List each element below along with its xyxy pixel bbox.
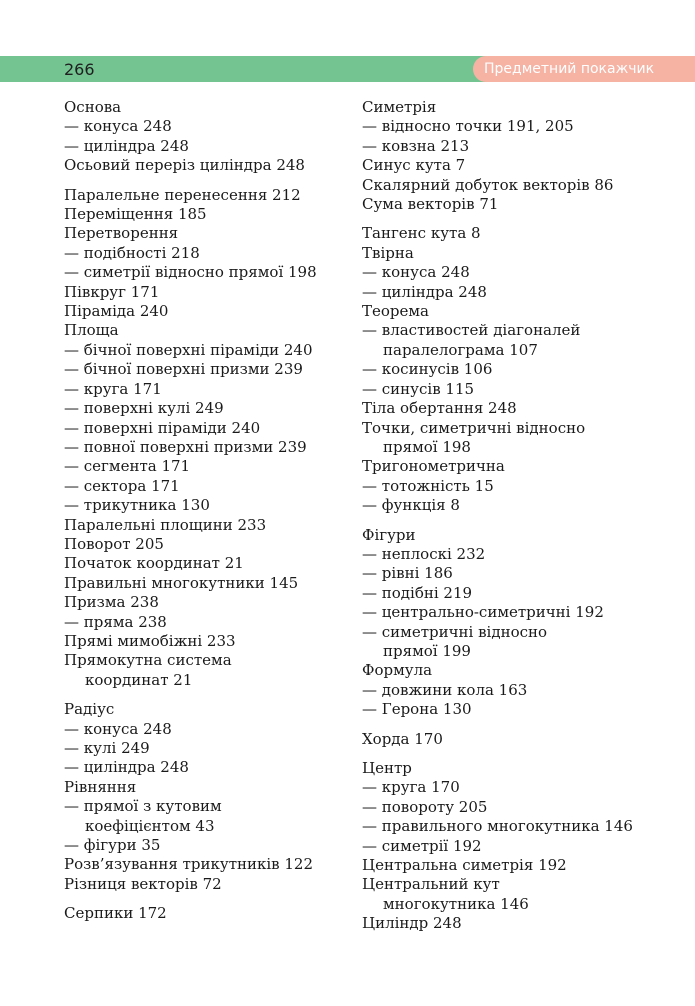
- page-number: 266: [64, 60, 95, 79]
- index-entry: — поверхні піраміди 240: [64, 418, 261, 437]
- index-entry: паралелограма 107: [383, 340, 538, 359]
- index-entry: Теорема: [362, 302, 430, 321]
- index-group: [362, 224, 662, 515]
- index-entry: — подібності 218: [64, 243, 200, 262]
- section-title: Предметний покажчик: [473, 56, 695, 82]
- index-entry: — ковзна 213: [362, 136, 470, 155]
- index-entry: Паралельне перенесення 212: [64, 185, 301, 204]
- index-entry: — симетрії 192: [362, 836, 482, 855]
- index-entry: Центр: [362, 759, 412, 777]
- index-entry: Точки, симетричні відносно: [362, 418, 586, 437]
- index-entry: координат 21: [85, 670, 193, 689]
- index-entry: — повороту 205: [362, 797, 488, 816]
- index-entry: — циліндра 248: [64, 758, 189, 777]
- index-entry: — подібні 219: [362, 583, 473, 602]
- index-entry: Центральна симетрія 192: [362, 856, 567, 875]
- index-entry: — циліндра 248: [362, 282, 487, 301]
- index-entry: Прямокутна система: [64, 651, 232, 670]
- index-group: [64, 186, 349, 691]
- index-entry: Твірна: [362, 243, 414, 262]
- index-entry: Скалярний добуток векторів 86: [362, 175, 614, 194]
- index-column-left: [64, 98, 349, 934]
- index-entry: Різниця векторів 72: [64, 874, 222, 893]
- index-entry: — круга 171: [64, 379, 162, 398]
- index-entry: — бічної поверхні призми 239: [64, 360, 303, 379]
- index-entry: Площа: [64, 321, 119, 340]
- index-entry: — фігури 35: [64, 836, 161, 855]
- index-entry: — довжини кола 163: [362, 680, 528, 699]
- index-entry: — властивостей діагоналей: [362, 321, 581, 340]
- index-entry: — Герона 130: [362, 700, 472, 719]
- index-entry: — сегмента 171: [64, 457, 191, 476]
- index-entry: Переміщення 185: [64, 205, 207, 224]
- index-entry: Центральний кут: [362, 875, 500, 894]
- index-entry: — косинусів 106: [362, 360, 493, 379]
- index-entry: Тригонометрична: [362, 457, 505, 476]
- index-entry: Піраміда 240: [64, 302, 169, 321]
- index-entry: — неплоскі 232: [362, 544, 486, 563]
- index-entry: — правильного многокутника 146: [362, 817, 633, 836]
- index-entry: — повної поверхні призми 239: [64, 437, 307, 456]
- index-entry: — симетрії відносно прямої 198: [64, 263, 317, 282]
- index-entry: — циліндра 248: [64, 136, 189, 155]
- index-entry: Хорда 170: [362, 729, 443, 748]
- index-entry: прямої 199: [383, 641, 471, 660]
- index-entry: — сектора 171: [64, 476, 180, 495]
- index-group: [362, 730, 662, 749]
- index-entry: — синусів 115: [362, 379, 475, 398]
- index-entry: Розв’язування трикутників 122: [64, 855, 314, 874]
- index-entry: Призма 238: [64, 593, 159, 612]
- index-entry: коефіцієнтом 43: [85, 816, 215, 835]
- index-group: [362, 526, 662, 720]
- index-entry: — симетричні відносно: [362, 622, 548, 641]
- index-entry: — функція 8: [362, 496, 460, 515]
- index-entry: — конуса 248: [362, 263, 470, 282]
- index-entry: Серпики 172: [64, 904, 167, 923]
- index-entry: — круга 170: [362, 778, 460, 797]
- index-entry: Симетрія: [362, 98, 437, 116]
- index-entry: Фігури: [362, 525, 416, 544]
- index-entry: Тангенс кута 8: [362, 224, 481, 243]
- index-entry: Правильні многокутники 145: [64, 573, 299, 592]
- index-entry: Прямі мимобіжні 233: [64, 631, 236, 650]
- index-entry: — кулі 249: [64, 739, 150, 757]
- index-entry: Рівняння: [64, 777, 137, 796]
- index-group: [64, 904, 349, 923]
- index-entry: — конуса 248: [64, 719, 172, 738]
- index-entry: Перетворення: [64, 224, 179, 243]
- index-entry: Півкруг 171: [64, 282, 160, 301]
- index-entry: Радіус: [64, 700, 115, 719]
- index-entry: Основа: [64, 98, 122, 116]
- index-group: [362, 759, 662, 934]
- index-entry: многокутника 146: [383, 894, 529, 913]
- index-group: [362, 98, 662, 214]
- index-entry: — прямої з кутовим: [64, 797, 222, 816]
- index-entry: — центрально-симетричні 192: [362, 603, 604, 622]
- index-entry: — пряма 238: [64, 612, 167, 631]
- index-entry: — відносно точки 191, 205: [362, 117, 574, 136]
- index-entry: — тотожність 15: [362, 476, 494, 495]
- index-entry: Формула: [362, 661, 433, 680]
- index-entry: — поверхні кулі 249: [64, 399, 224, 418]
- index-entry: Синус кута 7: [362, 156, 466, 175]
- index-entry: — бічної поверхні піраміди 240: [64, 340, 313, 359]
- index-entry: Паралельні площини 233: [64, 515, 267, 534]
- index-group: [64, 700, 349, 894]
- index-entry: — конуса 248: [64, 117, 172, 136]
- index-entry: — трикутника 130: [64, 496, 210, 515]
- index-entry: Тіла обертання 248: [362, 399, 517, 418]
- index-entry: Початок координат 21: [64, 554, 244, 573]
- index-entry: — рівні 186: [362, 564, 453, 583]
- index-entry: прямої 198: [383, 437, 471, 456]
- index-column-right: [362, 98, 662, 944]
- index-entry: Поворот 205: [64, 534, 164, 553]
- index-group: [64, 98, 349, 176]
- index-entry: Циліндр 248: [362, 914, 462, 933]
- index-entry: Осьовий переріз циліндра 248: [64, 156, 305, 175]
- index-entry: Сума векторів 71: [362, 195, 499, 214]
